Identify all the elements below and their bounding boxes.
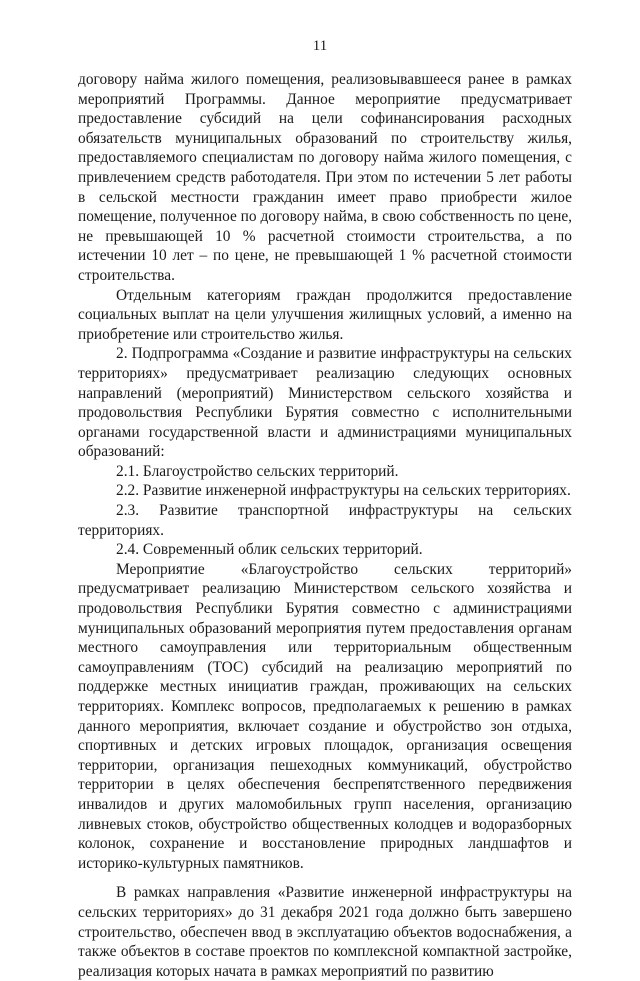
list-item-2-1: 2.1. Благоустройство сельских территорий.: [116, 462, 399, 480]
paragraph-social-payments: Отдельным категориям граждан продолжится предоставление социальных выплат на цели улучшения жилищных условий, а именно на приобретение или строительство жилья.: [78, 286, 572, 343]
list-item-2-4: 2.4. Современный облик сельских территорий.: [116, 541, 423, 559]
paragraph-landscaping: Мероприятие «Благоустройство сельских территорий» предусматривает реализацию Министерством сельского хозяйства и продовольствия Республики Бурятия совместно с администрациями муниципальных образований мероприятия путем предоставления органам местного самоуправления или территориальным общественным самоуправлениям (ТОС) субсидий на реализацию мероприятий по поддержке местных инициатив граждан, проживающих на сельских территориях. Комплекс вопросов, предполагаемых к решению в рамках данного мероприятия, включает создание и обустройство зон отдыха, спортивных и детских игровых площадок, организация освещения территории, организация пешеходных коммуникаций, обустройство территории в целях обеспечения беспрепятственного передвижения инвалидов и других маломобильных групп населения, организацию ливневых стоков, обустройство общественных колодцев и водоразборных колонок, сохранение и восстановление природных ландшафтов и историко-культурных памятников.: [78, 560, 572, 872]
paragraph-housing-contract: договору найма жилого помещения, реализовывавшееся ранее в рамках мероприятий Программы. Данное мероприятие предусматривает предоставление субсидий на цели софинансирования расходных обязательств муниципальных образований по строительству жилья, предоставляемого специалистам по договору найма жилого помещения, с привлечением средств работодателя. При этом по истечении 5 лет работы в сельской местности гражданин имеет право приобрести жилое помещение, полученное по договору найма, в свою собственность по цене, не превышающей 10 % расчетной стоимости строительства, а по истечении 10 лет – по цене, не превышающей 1 % расчетной стоимости строительства.: [78, 71, 572, 284]
list-item-2-3: 2.3. Развитие транспортной инфраструктуры на сельских территориях.: [78, 502, 572, 539]
paragraph-subprogram-2: 2. Подпрограмма «Создание и развитие инфраструктуры на сельских территориях» предусматривает реализацию следующих основных направлений (мероприятий) Министерством сельского хозяйства и продовольствия Республики Бурятия совместно с исполнительными органами государственной власти и администрациями муниципальных образований:: [78, 345, 572, 461]
paragraph-engineering-infrastructure: В рамках направления «Развитие инженерной инфраструктуры на сельских территориях» до 31 декабря 2021 года должно быть завершено строительство, обеспечен ввод в эксплуатацию объектов водоснабжения, а также объектов в составе проектов по комплексной компактной застройке, реализация которых начата в рамках мероприятий по развитию: [78, 884, 572, 980]
list-item-2-2: 2.2. Развитие инженерной инфраструктуры на сельских территориях.: [116, 482, 571, 500]
document-body: [78, 70, 572, 981]
page-number: 11: [312, 38, 328, 54]
